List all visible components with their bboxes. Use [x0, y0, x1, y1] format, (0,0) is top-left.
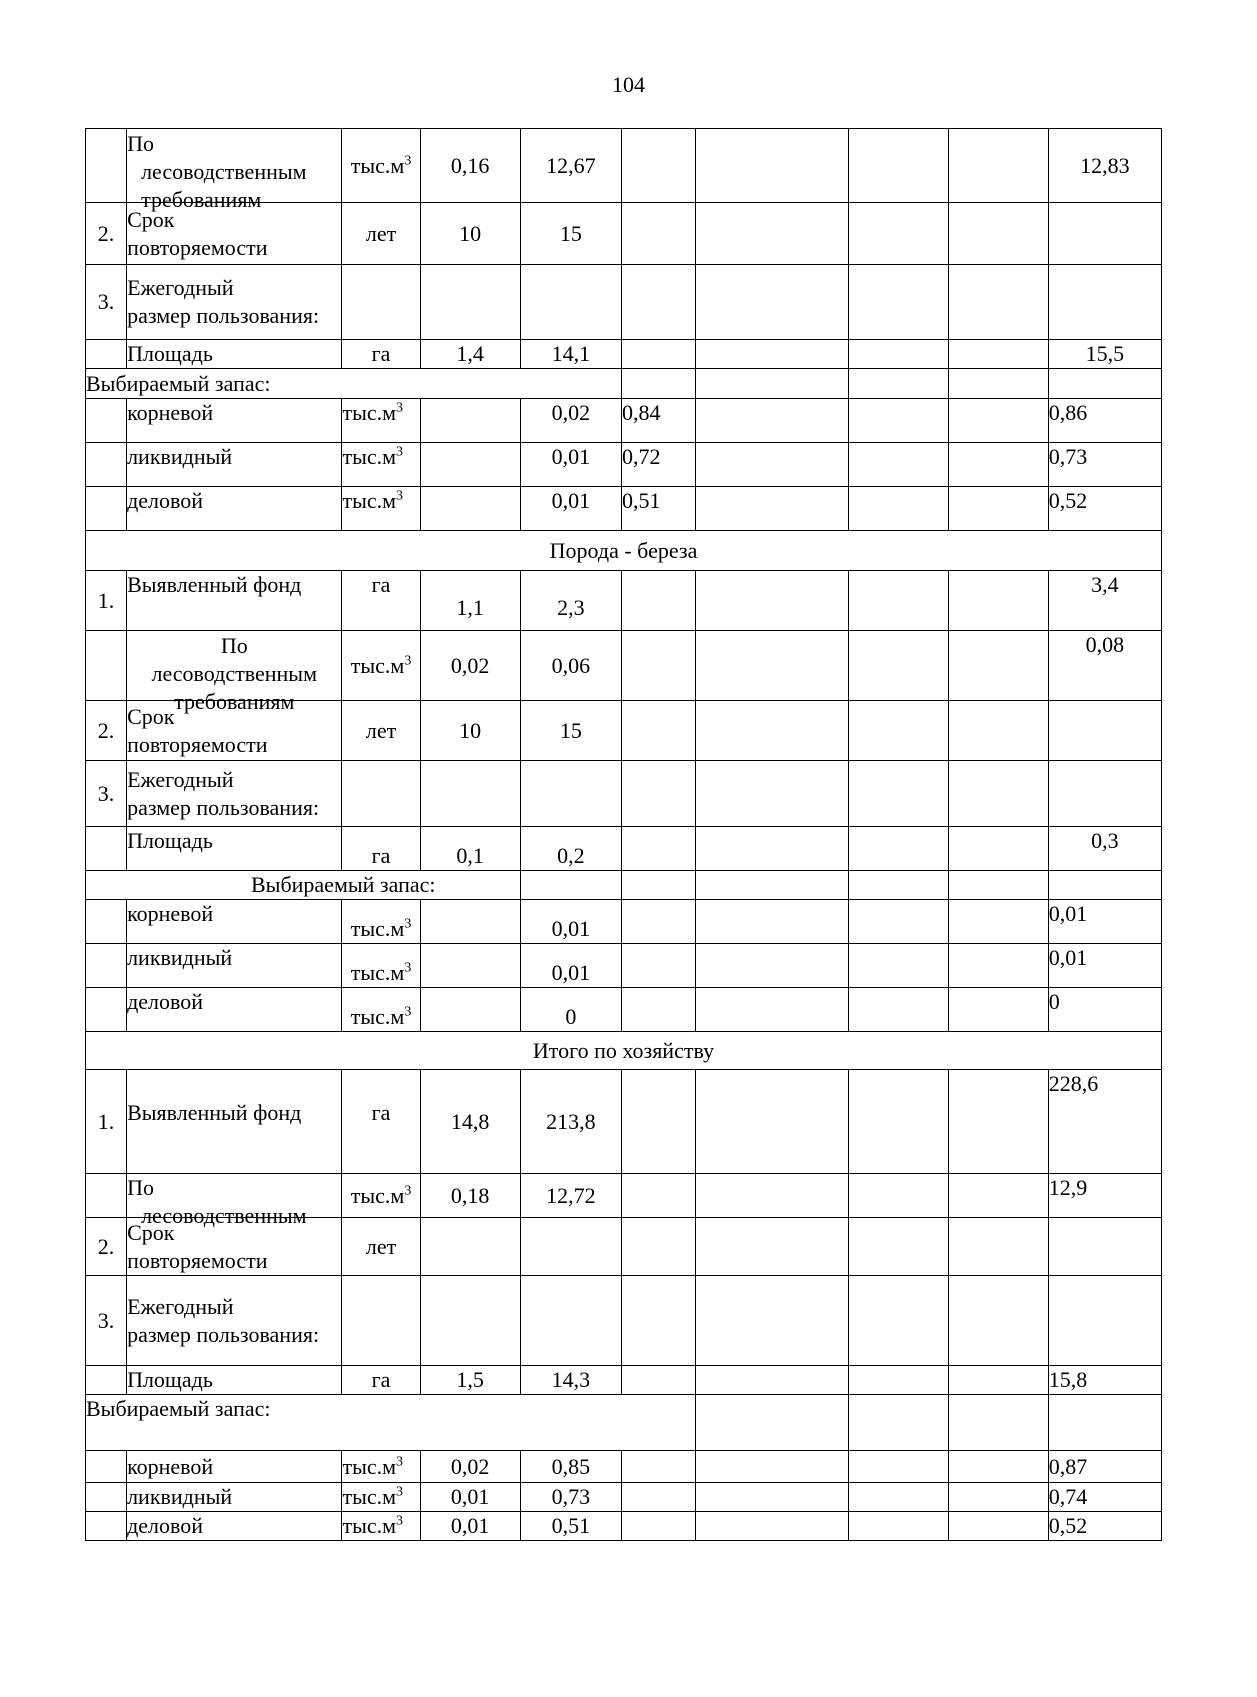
- total-cell: 3,4: [1048, 571, 1161, 631]
- unit-cell: $тыс.м^3$: [342, 988, 420, 1032]
- row-label-area: Площадь: [127, 1366, 342, 1395]
- table-row: [86, 369, 1162, 399]
- row-number: 3.: [86, 761, 127, 827]
- value-cell: 0,02: [420, 631, 520, 701]
- table-row: [86, 988, 1162, 1032]
- value-cell: 1,4: [420, 340, 520, 369]
- unit-cell: $тыс.м^3$: [342, 944, 420, 988]
- value-cell: 0,73: [520, 1483, 621, 1512]
- table-row: [86, 900, 1162, 944]
- value-cell: 0,02: [520, 399, 621, 443]
- value-cell: 0,06: [520, 631, 621, 701]
- unit-cell: лет: [342, 203, 420, 265]
- value-cell: 15: [520, 203, 621, 265]
- row-label-business: деловой: [127, 988, 342, 1032]
- row-number: 3.: [86, 265, 127, 340]
- total-cell: 0,73: [1048, 443, 1161, 487]
- row-number: 2.: [86, 701, 127, 761]
- value-cell: 0: [520, 988, 621, 1032]
- row-label-found-fund: Выявленный фонд: [127, 571, 342, 631]
- row-label-repeat: Срок повторяемости: [127, 701, 342, 761]
- table-row: [86, 265, 1162, 340]
- unit-cell: га: [342, 340, 420, 369]
- value-cell: 2,3: [520, 571, 621, 631]
- value-cell: 0,18: [420, 1174, 520, 1218]
- unit-cell: лет: [342, 1218, 420, 1276]
- value-cell: 1,1: [420, 571, 520, 631]
- total-cell: 12,9: [1048, 1174, 1161, 1218]
- value-cell: 0,84: [621, 399, 695, 443]
- total-cell: 0,08: [1048, 631, 1161, 701]
- row-label-annual: Ежегодный размер пользования:: [127, 761, 342, 827]
- row-label-forestry: По лесоводственным требованиям: [127, 129, 342, 203]
- row-label-root: корневой: [127, 1451, 342, 1483]
- row-label-annual: Ежегодный размер пользования:: [127, 1276, 342, 1366]
- unit-cell: $тыс.м^3$: [342, 129, 420, 203]
- table-row: [86, 1032, 1162, 1070]
- table-row: [86, 871, 1162, 900]
- table-row: [86, 1366, 1162, 1395]
- unit-cell: га: [342, 1366, 420, 1395]
- value-cell: 0,51: [520, 1512, 621, 1541]
- unit-cell: га: [342, 827, 420, 871]
- unit-cell: $тыс.м^3$: [342, 487, 420, 531]
- row-label-selectable: Выбираемый запас:: [86, 369, 622, 399]
- forest-use-table: [85, 128, 1162, 1541]
- value-cell: 0,01: [520, 900, 621, 944]
- value-cell: 15: [520, 701, 621, 761]
- table-row: [86, 571, 1162, 631]
- value-cell: 0,51: [621, 487, 695, 531]
- total-cell: 228,6: [1048, 1070, 1161, 1174]
- unit-cell: $тыс.м^3$: [342, 900, 420, 944]
- table-row: [86, 827, 1162, 871]
- total-cell: 0,87: [1048, 1451, 1161, 1483]
- page-number: 104: [612, 72, 645, 97]
- row-label-liquid: ликвидный: [127, 1483, 342, 1512]
- row-label-liquid: ликвидный: [127, 443, 342, 487]
- table-row: [86, 1276, 1162, 1366]
- table-row: [86, 1395, 1162, 1451]
- total-cell: 0,3: [1048, 827, 1161, 871]
- value-cell: 0,16: [420, 129, 520, 203]
- row-label-repeat: Срок повторяемости: [127, 1218, 342, 1276]
- row-number: 3.: [86, 1276, 127, 1366]
- row-number: 2.: [86, 203, 127, 265]
- total-cell: 0,74: [1048, 1483, 1161, 1512]
- value-cell: 0,2: [520, 827, 621, 871]
- unit-cell: лет: [342, 701, 420, 761]
- value-cell: 0,72: [621, 443, 695, 487]
- value-cell: 0,01: [420, 1483, 520, 1512]
- row-number: 1.: [86, 571, 127, 631]
- total-cell: 0: [1048, 988, 1161, 1032]
- table-row: [86, 487, 1162, 531]
- total-cell: 12,83: [1048, 129, 1161, 203]
- table-row: [86, 399, 1162, 443]
- unit-cell: $тыс.м^3$: [342, 1512, 420, 1541]
- value-cell: 0,01: [420, 1512, 520, 1541]
- unit-cell: $тыс.м^3$: [342, 1174, 420, 1218]
- row-label-forestry: По лесоводственным: [127, 1174, 342, 1218]
- value-cell: 12,67: [520, 129, 621, 203]
- total-cell: 15,8: [1048, 1366, 1161, 1395]
- unit-cell: га: [342, 1070, 420, 1174]
- row-label-business: деловой: [127, 1512, 342, 1541]
- table-row: [86, 1512, 1162, 1541]
- value-cell: 213,8: [520, 1070, 621, 1174]
- value-cell: 14,1: [520, 340, 621, 369]
- unit-cell: га: [342, 571, 420, 631]
- value-cell: 0,01: [520, 443, 621, 487]
- unit-cell: $тыс.м^3$: [342, 1483, 420, 1512]
- row-number: 1.: [86, 1070, 127, 1174]
- table-row: [86, 1174, 1162, 1218]
- total-cell: 15,5: [1048, 340, 1161, 369]
- unit-cell: $тыс.м^3$: [342, 631, 420, 701]
- value-cell: 14,3: [520, 1366, 621, 1395]
- table-row: [86, 340, 1162, 369]
- value-cell: 0,01: [520, 487, 621, 531]
- total-cell: 0,52: [1048, 487, 1161, 531]
- row-label-repeat: Срок повторяемости: [127, 203, 342, 265]
- row-label-found-fund: Выявленный фонд: [127, 1070, 342, 1174]
- row-label-area: Площадь: [127, 827, 342, 871]
- table-row: [86, 944, 1162, 988]
- unit-cell: $тыс.м^3$: [342, 443, 420, 487]
- table-row: [86, 631, 1162, 701]
- value-cell: 14,8: [420, 1070, 520, 1174]
- table-row: [86, 531, 1162, 571]
- value-cell: 1,5: [420, 1366, 520, 1395]
- row-label-selectable: Выбираемый запас:: [86, 1395, 696, 1451]
- value-cell: 0,01: [520, 944, 621, 988]
- row-label-selectable: Выбираемый запас:: [86, 871, 521, 900]
- total-cell: 0,52: [1048, 1512, 1161, 1541]
- value-cell: 10: [420, 203, 520, 265]
- value-cell: 10: [420, 701, 520, 761]
- section-header-birch: Порода - береза: [86, 531, 1162, 571]
- total-cell: 0,01: [1048, 944, 1161, 988]
- total-cell: 0,86: [1048, 399, 1161, 443]
- table-row: [86, 1451, 1162, 1483]
- value-cell: 0,02: [420, 1451, 520, 1483]
- unit-cell: $тыс.м^3$: [342, 1451, 420, 1483]
- total-cell: 0,01: [1048, 900, 1161, 944]
- row-label-forestry: По лесоводственным требованиям: [127, 631, 342, 701]
- table-row: [86, 443, 1162, 487]
- value-cell: 0,85: [520, 1451, 621, 1483]
- table-row: [86, 129, 1162, 203]
- unit-cell: $тыс.м^3$: [342, 399, 420, 443]
- row-label-annual: Ежегодный размер пользования:: [127, 265, 342, 340]
- value-cell: 12,72: [520, 1174, 621, 1218]
- row-label-root: корневой: [127, 900, 342, 944]
- row-label-root: корневой: [127, 399, 342, 443]
- table-row: [86, 761, 1162, 827]
- row-number: 2.: [86, 1218, 127, 1276]
- row-label-business: деловой: [127, 487, 342, 531]
- row-label-area: Площадь: [127, 340, 342, 369]
- row-label-liquid: ликвидный: [127, 944, 342, 988]
- value-cell: 0,1: [420, 827, 520, 871]
- table-row: [86, 1483, 1162, 1512]
- section-header-total: Итого по хозяйству: [86, 1032, 1162, 1070]
- table-row: [86, 1070, 1162, 1174]
